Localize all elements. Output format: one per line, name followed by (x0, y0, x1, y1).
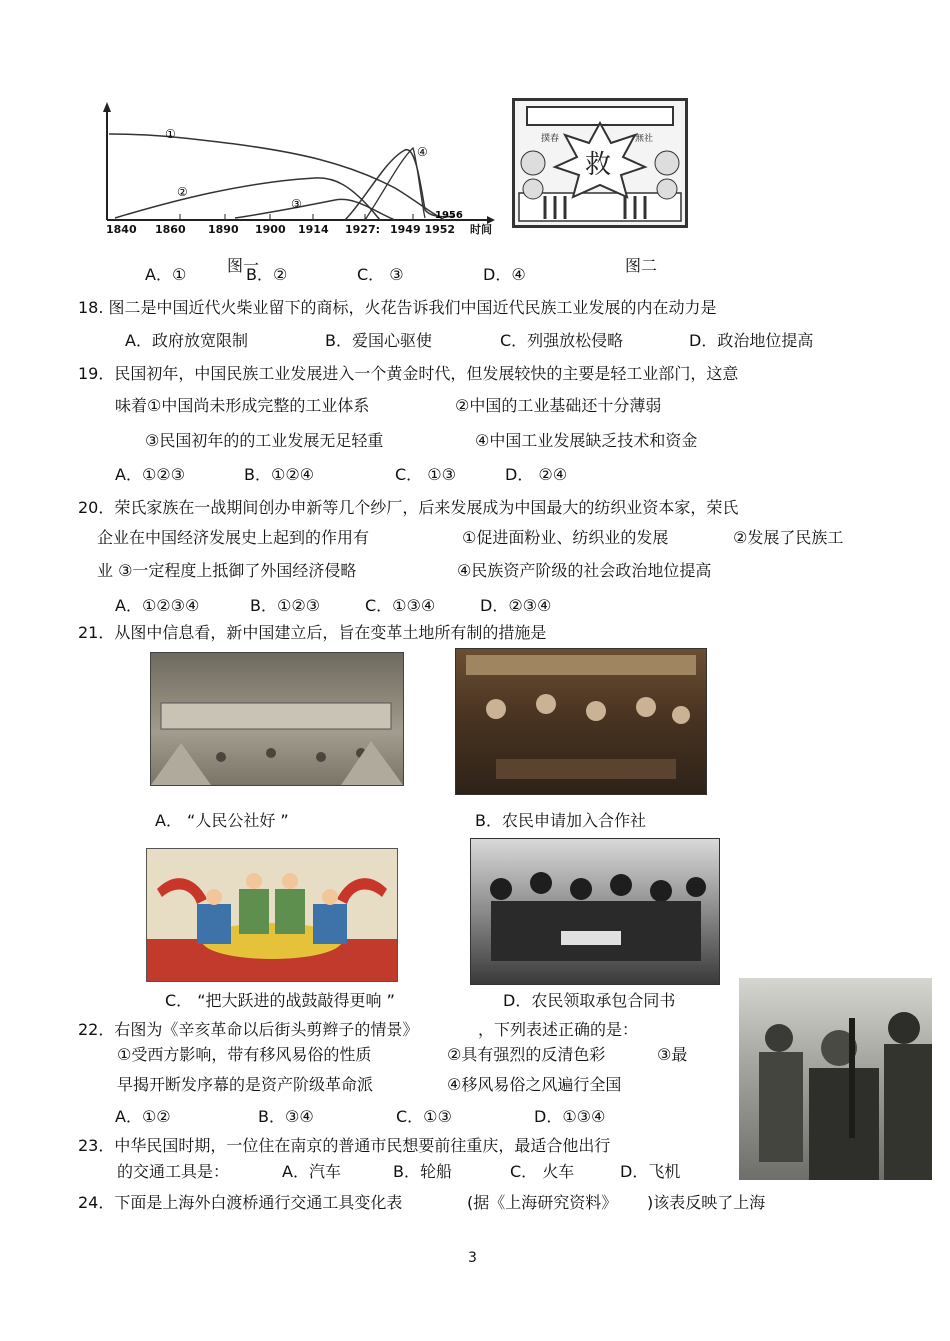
fig1-tick-1927: 1927: (345, 223, 381, 236)
q19-line-1: 19．民国初年，中国民族工业发展进入一个黄金时代，但发展较快的主要是轻工业部门，这意 (78, 364, 739, 383)
q22-option-d: D．①③④ (534, 1107, 606, 1126)
fig1-tick-1890: 1890 (208, 223, 239, 236)
curve-label: ② (177, 185, 188, 199)
q21-option-d: D．农民领取承包合同书 (503, 991, 676, 1010)
fig2-caption: 图二 (625, 256, 658, 275)
q17-option-d: D．④ (483, 265, 526, 284)
q17-option-a: A．① (145, 265, 187, 284)
q23-option-d: D．飞机 (620, 1162, 681, 1181)
q20-line-2c: ②发展了民族工 (733, 528, 844, 547)
fig1-caption: 图一 (227, 256, 260, 275)
fig1-tick-1860: 1860 (155, 223, 186, 236)
q21-photo-d (470, 838, 720, 985)
fig1-time-label: 时间 (470, 223, 492, 236)
q19-line-3a: ③民国初年的的工业发展无足轻重 (145, 431, 384, 450)
fig1-tick-1840: 1840 (106, 223, 137, 236)
q17-option-b: B．② (246, 265, 288, 284)
q22-option-c: C．①③ (396, 1107, 452, 1126)
q18-stem: 18. 图二是中国近代火柴业留下的商标，火花告诉我们中国近代民族工业发展的内在动力是 (78, 298, 717, 317)
year-1956-label: 1956 (435, 210, 463, 221)
fig1-tick-1949-1952: 1949 1952 (390, 223, 456, 236)
trademark-left-text: 撲春 (541, 134, 560, 144)
q22-line-3b: ④移风易俗之风遍行全国 (447, 1075, 622, 1094)
q20-option-b: B．①②③ (250, 596, 321, 615)
q20-option-c: C．①③④ (365, 596, 436, 615)
q21-option-b: B．农民申请加入合作社 (475, 811, 646, 830)
q19-line-2b: ②中国的工业基础还十分薄弱 (455, 396, 662, 415)
q22-line-3a: 早揭开断发序幕的是资产阶级革命派 (117, 1075, 374, 1094)
q23-line-1: 23．中华民国时期，一位住在南京的普通市民想要前往重庆，最适合他出行 (78, 1136, 611, 1155)
q22-option-b: B．③④ (258, 1107, 314, 1126)
trademark-right-text: 無社 (635, 134, 654, 144)
q24-line-1c: )该表反映了上海 (647, 1193, 766, 1212)
q22-line-2c: ③最 (657, 1045, 688, 1064)
q18-option-a: A．政府放宽限制 (125, 331, 248, 350)
q21-stem: 21．从图中信息看，新中国建立后，旨在变革土地所有制的措施是 (78, 623, 547, 642)
q19-line-3b: ④中国工业发展缺乏技术和资金 (475, 431, 698, 450)
figure-1-chart (95, 100, 505, 240)
q20-line-3a: 业 ③一定程度上抵御了外国经济侵略 (97, 561, 357, 580)
q21-option-a: A． “人民公社好 ” (155, 811, 289, 830)
q19-option-b: B．①②④ (244, 465, 315, 484)
page-number: 3 (468, 1250, 477, 1266)
q22-line-1a: 22．右图为《辛亥革命以后街头剪辫子的情景》 (78, 1020, 419, 1039)
q22-line-2a: ①受西方影响，带有移风易俗的性质 (117, 1045, 372, 1064)
q24-line-1b: (据《上海研究资料》 (467, 1193, 618, 1212)
fig1-tick-1900: 1900 (255, 223, 286, 236)
curve-label: ③ (291, 197, 302, 211)
q23-option-b: B．轮船 (393, 1162, 452, 1181)
q18-option-c: C．列强放松侵略 (500, 331, 624, 350)
q22-photo-queue-cutting (739, 978, 932, 1180)
curve-label: ④ (417, 145, 428, 159)
q21-option-c: C． “把大跃进的战鼓敲得更响 ” (165, 991, 395, 1010)
trademark-glyph: 救 (585, 150, 612, 180)
fig1-tick-1914: 1914 (298, 223, 329, 236)
q19-line-2a: 味着①中国尚未形成完整的工业体系 (115, 396, 370, 415)
q21-photo-a (150, 652, 404, 786)
q24-line-1a: 24．下面是上海外白渡桥通行交通工具变化表 (78, 1193, 403, 1212)
q20-line-3b: ④民族资产阶级的社会政治地位提高 (457, 561, 712, 580)
q20-line-2b: ①促进面粉业、纺织业的发展 (462, 528, 669, 547)
q19-option-d: D． ②④ (505, 465, 568, 484)
q18-option-d: D．政治地位提高 (689, 331, 814, 350)
q23-option-c: C． 火车 (510, 1162, 575, 1181)
q23-line-2: 的交通工具是： (117, 1162, 230, 1181)
q22-line-2b: ②具有强烈的反清色彩 (447, 1045, 606, 1064)
q17-option-c: C． ③ (357, 265, 404, 284)
q20-line-2a: 企业在中国经济发展史上起到的作用有 (97, 528, 370, 547)
q18-option-b: B．爱国心驱使 (325, 331, 432, 350)
q20-line-1: 20．荣氏家族在一战期间创办申新等几个纱厂，后来发展成为中国最大的纺织业资本家，荣氏 (78, 498, 739, 517)
q20-option-a: A．①②③④ (115, 596, 200, 615)
q22-line-1b: ，下列表述正确的是： (478, 1020, 639, 1039)
figure-2-trademark (512, 98, 688, 228)
q21-photo-b (455, 648, 707, 795)
q23-option-a: A．汽车 (282, 1162, 341, 1181)
q20-option-d: D．②③④ (480, 596, 552, 615)
q21-photo-c (146, 848, 398, 982)
q19-option-a: A．①②③ (115, 465, 185, 484)
curve-label: ① (165, 127, 176, 141)
q22-option-a: A．①② (115, 1107, 171, 1126)
q19-option-c: C． ①③ (395, 465, 456, 484)
